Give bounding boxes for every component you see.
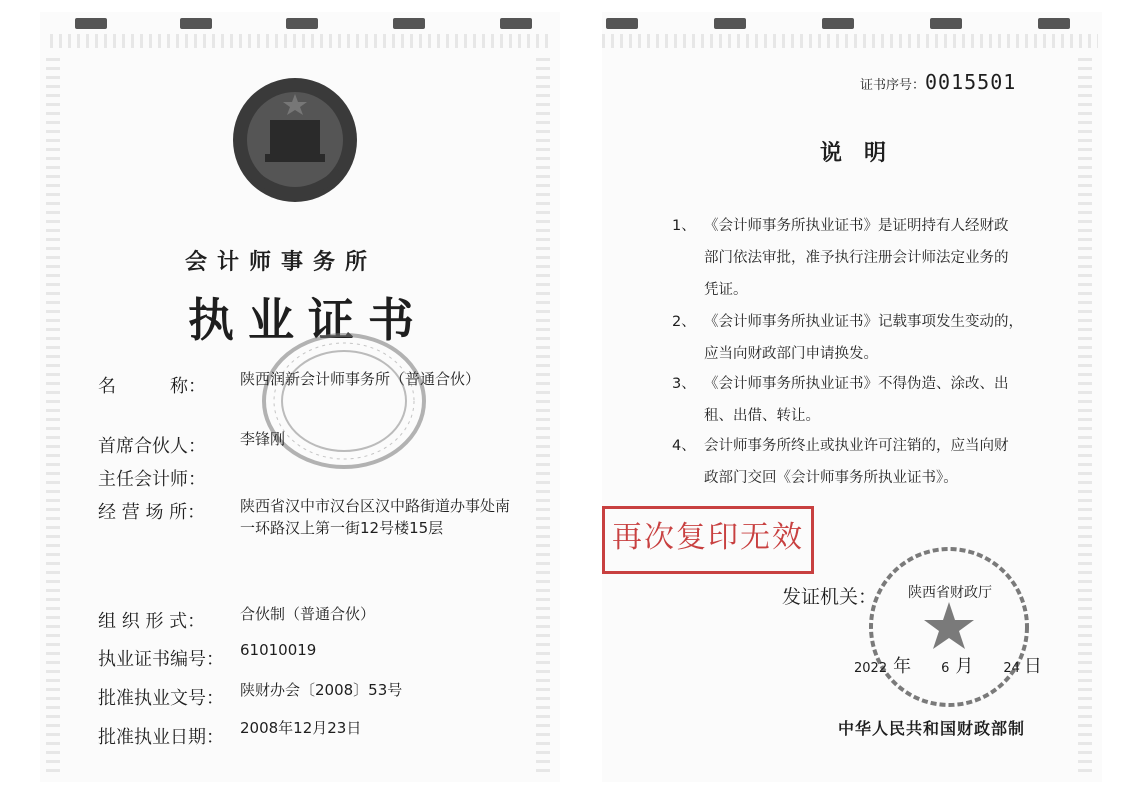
- certificate-number-value: 61010019: [240, 641, 317, 659]
- instruction-item: [672, 368, 1052, 432]
- instruction-number: 3、: [672, 376, 696, 392]
- instruction-line: 《会计师事务所执业证书》不得伪造、涂改、出: [704, 376, 1009, 392]
- day-unit: 日: [1023, 656, 1042, 677]
- certificate-subtitle: 会计师事务所: [185, 249, 378, 275]
- firm-seal-icon: [260, 330, 428, 472]
- certificate-title: 执业证书: [188, 293, 428, 347]
- issue-month: 6: [941, 661, 950, 676]
- instruction-line: 会计师事务所终止或执业许可注销的，应当向财: [704, 438, 1009, 454]
- instruction-line: 租、出借、转让。: [704, 408, 820, 424]
- organization-form-value: 合伙制（普通合伙）: [240, 605, 376, 623]
- month-unit: 月: [955, 656, 974, 677]
- binding-hole: [606, 18, 638, 29]
- serial-value: 0015501: [925, 70, 1017, 94]
- copy-invalid-stamp: 再次复印无效: [602, 506, 814, 574]
- instruction-item: [672, 306, 1052, 370]
- name-label: 名 称：: [98, 376, 206, 397]
- instruction-line: 《会计师事务所执业证书》是证明持有人经财政: [704, 218, 1009, 234]
- instruction-line: 应当向财政部门申请换发。: [704, 346, 878, 362]
- binding-hole: [500, 18, 532, 29]
- decorative-border: [602, 34, 1098, 48]
- decorative-border: [536, 52, 550, 772]
- business-address-line1: 陕西省汉中市汉台区汉中路街道办事处南: [240, 497, 511, 515]
- organization-form-label: 组 织 形 式：: [98, 611, 206, 632]
- business-address-label: 经 营 场 所：: [98, 502, 206, 523]
- certificate-number-label: 执业证书编号：: [98, 649, 224, 670]
- decorative-border: [1078, 52, 1092, 772]
- instruction-line: 《会计师事务所执业证书》记载事项发生变动的，: [704, 314, 1023, 330]
- year-unit: 年: [893, 656, 912, 677]
- binding-hole: [393, 18, 425, 29]
- instruction-number: 1、: [672, 218, 696, 234]
- issuing-ministry-footer: 中华人民共和国财政部制: [838, 719, 1026, 738]
- instruction-line: 凭证。: [704, 282, 748, 298]
- approval-document-label: 批准执业文号：: [98, 688, 224, 709]
- binding-hole: [714, 18, 746, 29]
- issuer-value: 陕西省财政厅: [908, 585, 992, 601]
- name-value: 陕西润新会计师事务所（普通合伙）: [240, 370, 481, 388]
- chief-partner-label: 首席合伙人：: [98, 436, 206, 457]
- serial-label: 证书序号：: [860, 78, 926, 93]
- serial-number: [860, 70, 1016, 94]
- issuer-label: 发证机关：: [782, 586, 878, 608]
- instruction-item: [672, 430, 1052, 494]
- instruction-line: 政部门交回《会计师事务所执业证书》。: [704, 470, 958, 486]
- binding-hole: [822, 18, 854, 29]
- business-address-line2: 一环路汉上第一街12号楼15层: [240, 519, 444, 537]
- finance-department-seal-icon: [866, 544, 1032, 710]
- chief-accountant-label: 主任会计师：: [98, 469, 206, 490]
- issue-date: [854, 652, 1042, 678]
- issue-day: 24: [1003, 661, 1020, 676]
- decorative-border: [46, 52, 60, 772]
- approval-document-value: 陕财办会〔2008〕53号: [240, 681, 403, 699]
- national-emblem-icon: [225, 72, 365, 212]
- issue-year: 2022: [854, 661, 888, 676]
- binding-hole: [180, 18, 212, 29]
- binding-hole: [286, 18, 318, 29]
- instruction-item: [672, 210, 1052, 306]
- binding-hole: [930, 18, 962, 29]
- approval-date-value: 2008年12月23日: [240, 719, 362, 737]
- instruction-number: 4、: [672, 438, 696, 454]
- chief-partner-value: 李锋刚: [240, 430, 286, 448]
- binding-hole: [75, 18, 107, 29]
- certificate-left-page: [40, 12, 560, 782]
- certificate-right-page: [602, 12, 1102, 782]
- instructions-heading: 说明: [820, 140, 909, 166]
- instruction-number: 2、: [672, 314, 696, 330]
- approval-date-label: 批准执业日期：: [98, 727, 224, 748]
- decorative-border: [50, 34, 550, 48]
- instruction-line: 部门依法审批，准予执行注册会计师法定业务的: [704, 250, 1009, 266]
- binding-hole: [1038, 18, 1070, 29]
